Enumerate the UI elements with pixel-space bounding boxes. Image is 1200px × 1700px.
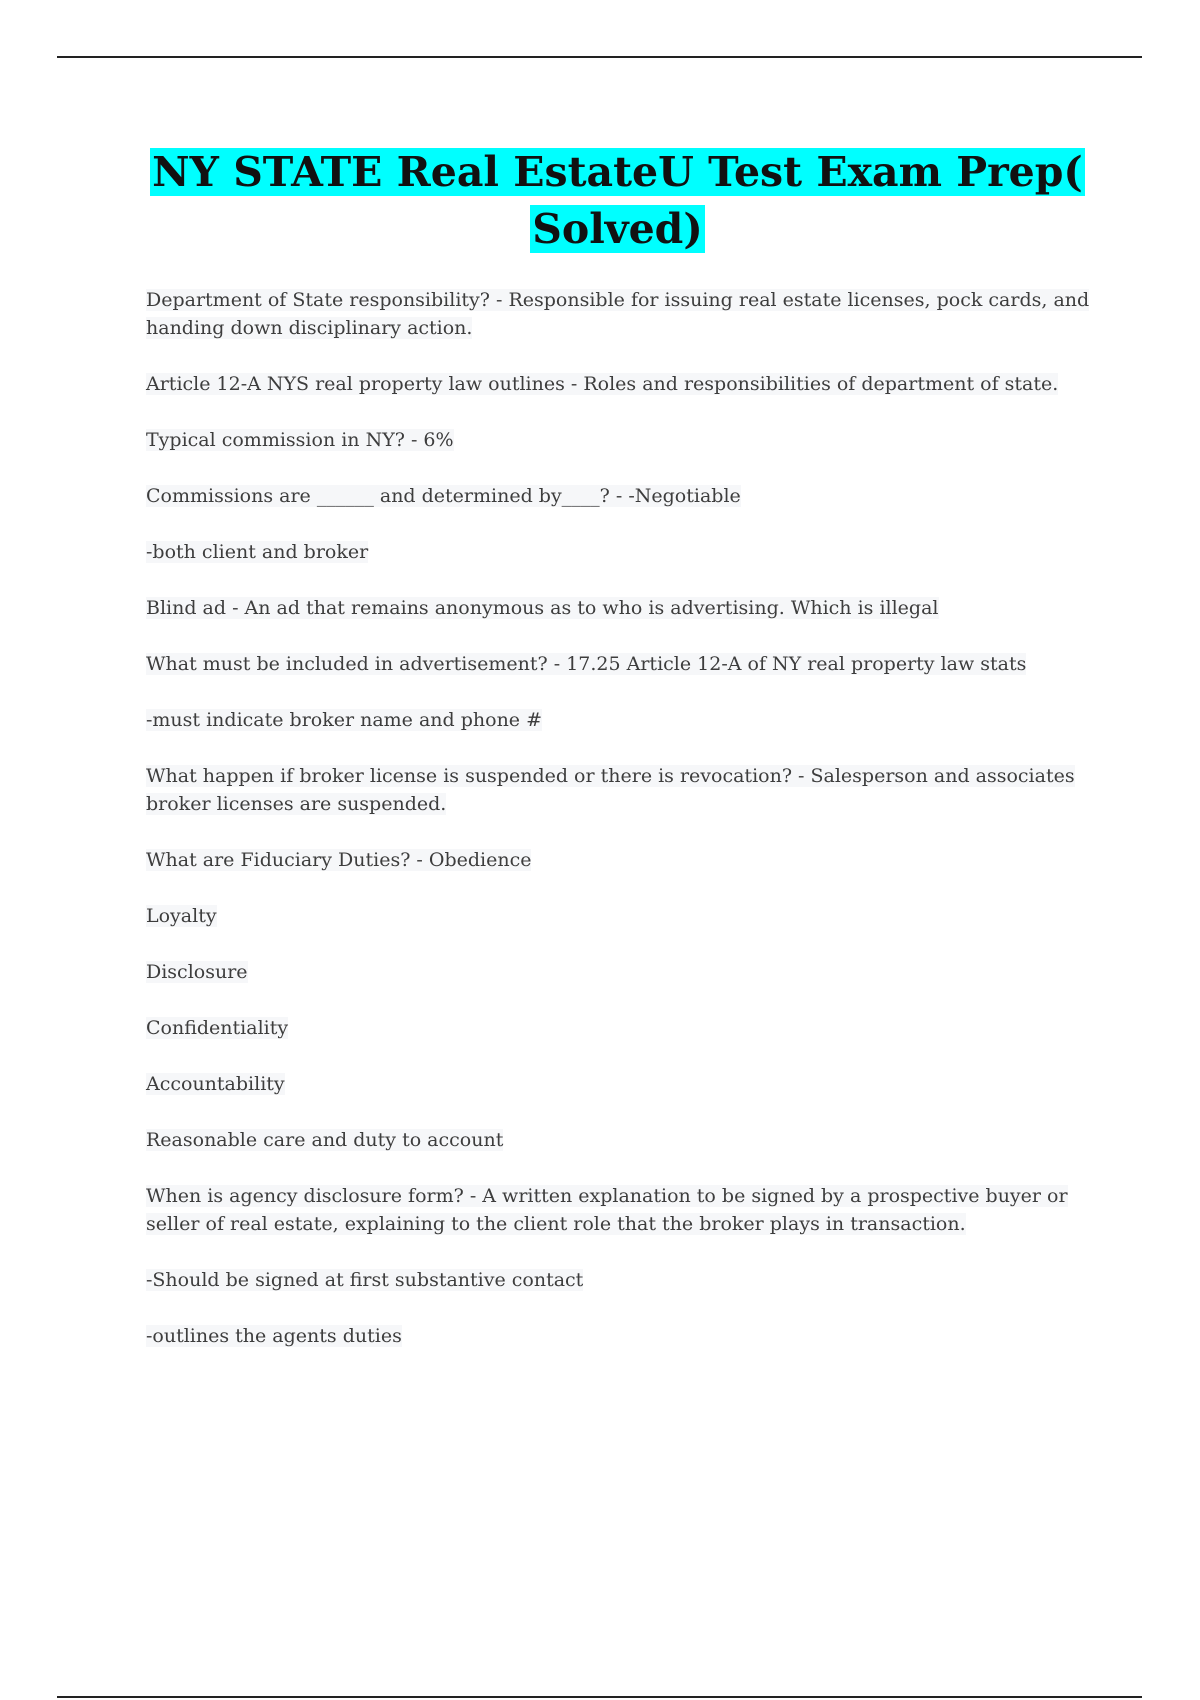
paragraph: Confidentiality	[146, 1017, 289, 1039]
paragraph: Reasonable care and duty to account	[146, 1129, 504, 1151]
paragraph: Disclosure	[146, 961, 248, 983]
title-block	[145, 144, 1090, 258]
paragraph: Loyalty	[146, 905, 217, 927]
paragraph: -must indicate broker name and phone #	[146, 709, 543, 731]
bottom-rule	[57, 1696, 1142, 1698]
paragraph: Blind ad - An ad that remains anonymous as to who is advertising. Which is illegal	[146, 597, 939, 619]
paragraph: When is agency disclosure form? - A written explanation to be signed by a prospective buyer or seller of real estate, explaining to the client role that the broker plays in transaction.	[146, 1185, 1068, 1235]
paragraph: Article 12-A NYS real property law outlines - Roles and responsibilities of department of state.	[146, 373, 1059, 395]
paragraph: What must be included in advertisement? - 17.25 Article 12-A of NY real property law stats	[146, 653, 1027, 675]
top-rule	[57, 56, 1142, 58]
paragraph: What happen if broker license is suspended or there is revocation? - Salesperson and associates broker licenses are suspended.	[146, 765, 1075, 815]
paragraph: Typical commission in NY? - 6%	[146, 429, 454, 451]
paragraph: -both client and broker	[146, 541, 369, 563]
paragraph: Accountability	[146, 1073, 285, 1095]
paragraph: -Should be signed at first substantive contact	[146, 1269, 584, 1291]
paragraph: What are Fiduciary Duties? - Obedience	[146, 849, 532, 871]
paragraph: -outlines the agents duties	[146, 1325, 402, 1347]
title-line-2: Solved)	[532, 205, 703, 253]
page-title	[145, 144, 1090, 258]
document-body	[146, 286, 1091, 1378]
paragraph: Commissions are ______ and determined by____? - -Negotiable	[146, 485, 741, 507]
title-line-1: NY STATE Real EstateU Test Exam Prep(	[152, 148, 1083, 196]
paragraph: Department of State responsibility? - Responsible for issuing real estate licenses, pock cards, and handing down disciplinary action.	[146, 289, 1090, 339]
